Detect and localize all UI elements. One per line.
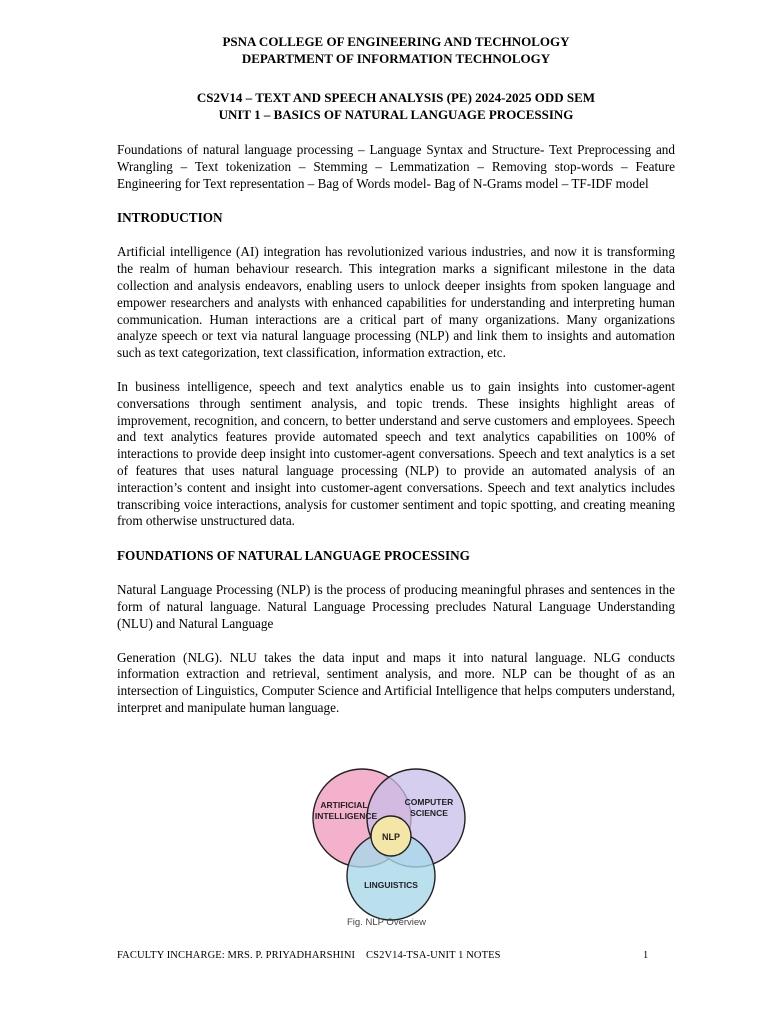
unit-title: UNIT 1 – BASICS OF NATURAL LANGUAGE PROCESSING bbox=[218, 107, 574, 122]
course-title: CS2V14 – TEXT AND SPEECH ANALYSIS (PE) 2024-2025 ODD SEM bbox=[196, 90, 596, 105]
footer-text: FACULTY INCHARGE: MRS. P. PRIYADHARSHINI CS2V14-TSA-UNIT 1 NOTES bbox=[117, 950, 501, 961]
course-header bbox=[117, 89, 675, 123]
nlp-label: NLP bbox=[382, 832, 400, 842]
cs-label-line-2: SCIENCE bbox=[410, 808, 448, 818]
page-number: 1 bbox=[643, 950, 649, 961]
introduction-heading: INTRODUCTION bbox=[117, 210, 223, 226]
intro-paragraph-1: Artificial intelligence (AI) integration has revolutionized various industries, and now it is transforming the realm of human behaviour research. This integration marks a significant milestone in the data collection and analysis endeavors, enabling users to unlock deeper insights from spoken language and empower researchers and analysts with enhanced capabilities for understanding and interpreting human communication. Human interactions are a critical part of many organizations. Many organizations analyze speech or text via natural language processing (NLP) and link them to insights and automation such as text categorization, text classification, information extraction, etc. bbox=[117, 244, 675, 361]
page-footer bbox=[117, 950, 657, 961]
foundations-paragraph-1: Natural Language Processing (NLP) is the process of producing meaningful phrases and sentences in the form of natural language. Natural Language Processing precludes Natural Language Understanding (NLU) and Natural Language bbox=[117, 582, 675, 631]
cs-label-line-1: COMPUTER bbox=[404, 797, 454, 807]
syllabus-paragraph: Foundations of natural language processing – Language Syntax and Structure- Text Preprocessing and Wrangling – Text tokenization – Stemming – Lemmatization – Removing stop-words – Feature Engineering for Text representation – Bag of Words model- Bag of N-Grams model – TF-IDF model bbox=[117, 142, 675, 191]
ai-label-line-2: INTELLIGENCE bbox=[314, 811, 378, 821]
foundations-paragraph-2: Generation (NLG). NLU takes the data input and maps it into natural language. NLG conducts information extraction and retrieval, sentiment analysis, and more. NLP can be thought of as an intersection of Linguistics, Computer Science and Artificial Intelligence that helps computers understand, interpret and manipulate human language. bbox=[117, 649, 675, 715]
ai-label-line-1: ARTIFICIAL bbox=[320, 800, 368, 810]
linguistics-label: LINGUISTICS bbox=[364, 880, 418, 890]
college-name: PSNA COLLEGE OF ENGINEERING AND TECHNOLOGY bbox=[222, 34, 570, 49]
nlp-venn-figure bbox=[289, 752, 501, 934]
intro-paragraph-2: In business intelligence, speech and text analytics enable us to gain insights into customer-agent conversations through sentiment analysis, and topic trends. These insights highlight areas of improvement, recognition, and concern, to better understand and serve customers and employees. Speech and text analytics features provide automated speech and text analytics capabilities on 100% of interactions to provide deep insight into customer-agent conversations. Speech and text analytics is a set of features that uses natural language processing (NLP) to provide an automated analysis of an interaction’s content and insight into customer-agent conversations. Speech and text analytics includes transcribing voice interactions, analysis for customer sentiment and topic spotting, and creating meaning from otherwise unstructured data. bbox=[117, 378, 675, 529]
document-page bbox=[117, 33, 675, 734]
foundations-heading: FOUNDATIONS OF NATURAL LANGUAGE PROCESSING bbox=[117, 548, 470, 564]
figure-caption: Fig. NLP Overview bbox=[347, 917, 427, 928]
department-name: DEPARTMENT OF INFORMATION TECHNOLOGY bbox=[241, 51, 551, 66]
document-header bbox=[117, 33, 675, 67]
nlp-venn-diagram bbox=[289, 752, 501, 934]
